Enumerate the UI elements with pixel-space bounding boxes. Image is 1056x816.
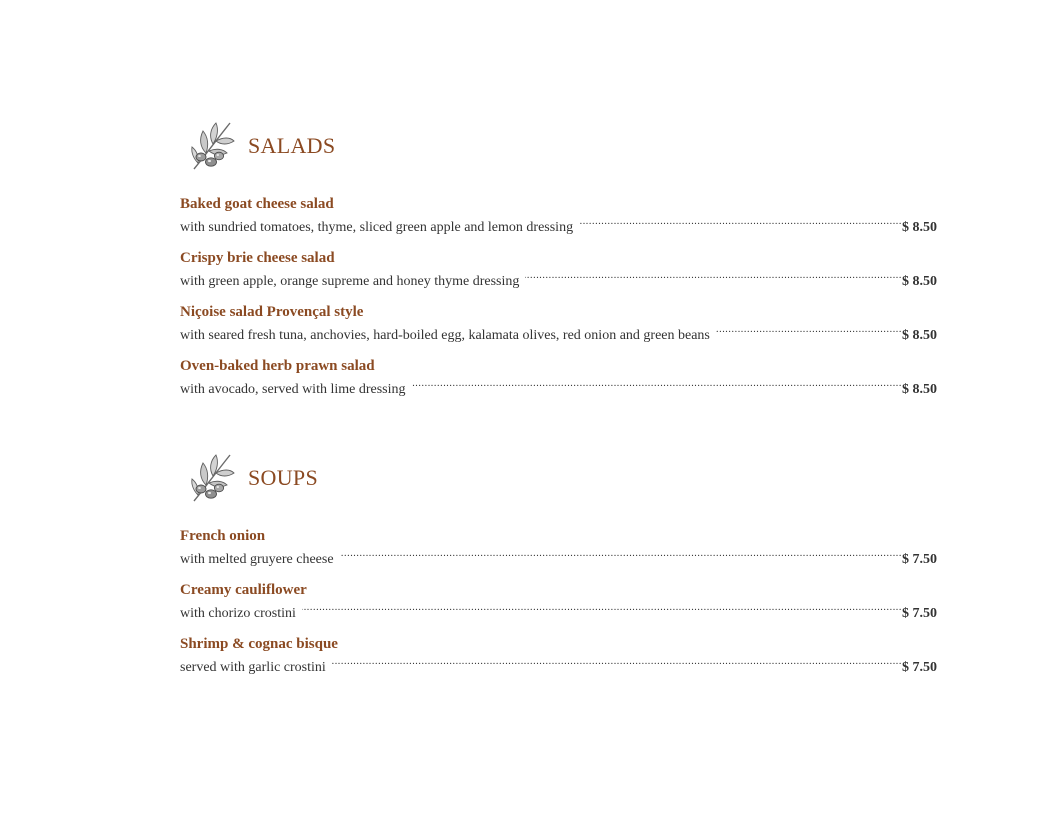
soups-section (180, 449, 937, 689)
section-title: SALADS (248, 133, 336, 158)
salads-section (180, 117, 937, 411)
item-name: French onion (180, 528, 266, 544)
menu-item (180, 635, 937, 689)
section-title: SOUPS (248, 465, 318, 490)
item-name: Shrimp & cognac bisque (180, 636, 338, 652)
item-description: with seared fresh tuna, anchovies, hard-boiled egg, kalamata olives, red onion and green beans (180, 328, 710, 343)
section-header (180, 449, 937, 507)
dot-leader (525, 267, 902, 285)
item-description: with green apple, orange supreme and honey thyme dressing (180, 274, 520, 289)
menu-item (180, 357, 937, 411)
item-description: served with garlic crostini (180, 660, 326, 675)
item-name: Oven-baked herb prawn salad (180, 358, 375, 374)
item-price: $ 7.50 (902, 552, 937, 567)
salads-item-list (180, 195, 937, 411)
menu-item (180, 249, 937, 303)
item-name: Creamy cauliflower (180, 582, 307, 598)
menu-item (180, 303, 937, 357)
item-line (180, 213, 937, 237)
item-price: $ 7.50 (902, 606, 937, 621)
dot-leader (579, 213, 902, 231)
item-name: Niçoise salad Provençal style (180, 304, 364, 320)
item-description: with sundried tomatoes, thyme, sliced green apple and lemon dressing (180, 220, 574, 235)
item-line (180, 653, 937, 677)
olive-branch-icon (186, 449, 236, 505)
item-price: $ 7.50 (902, 660, 937, 675)
dot-leader (332, 653, 902, 671)
item-price: $ 8.50 (902, 328, 937, 343)
item-name: Baked goat cheese salad (180, 196, 334, 212)
dot-leader (340, 545, 902, 563)
item-description: with melted gruyere cheese (180, 552, 334, 567)
item-line (180, 375, 937, 399)
item-line (180, 545, 937, 569)
menu-item (180, 581, 937, 635)
menu-item (180, 527, 937, 581)
soups-item-list (180, 527, 937, 689)
item-line (180, 321, 937, 345)
item-price: $ 8.50 (902, 274, 937, 289)
item-description: with chorizo crostini (180, 606, 296, 621)
item-description: with avocado, served with lime dressing (180, 382, 406, 397)
item-price: $ 8.50 (902, 382, 937, 397)
menu-item (180, 195, 937, 249)
item-line (180, 267, 937, 291)
item-name: Crispy brie cheese salad (180, 250, 335, 266)
dot-leader (716, 321, 902, 339)
dot-leader (412, 375, 902, 393)
section-header (180, 117, 937, 175)
item-price: $ 8.50 (902, 220, 937, 235)
item-line (180, 599, 937, 623)
olive-branch-icon (186, 117, 236, 173)
dot-leader (302, 599, 902, 617)
